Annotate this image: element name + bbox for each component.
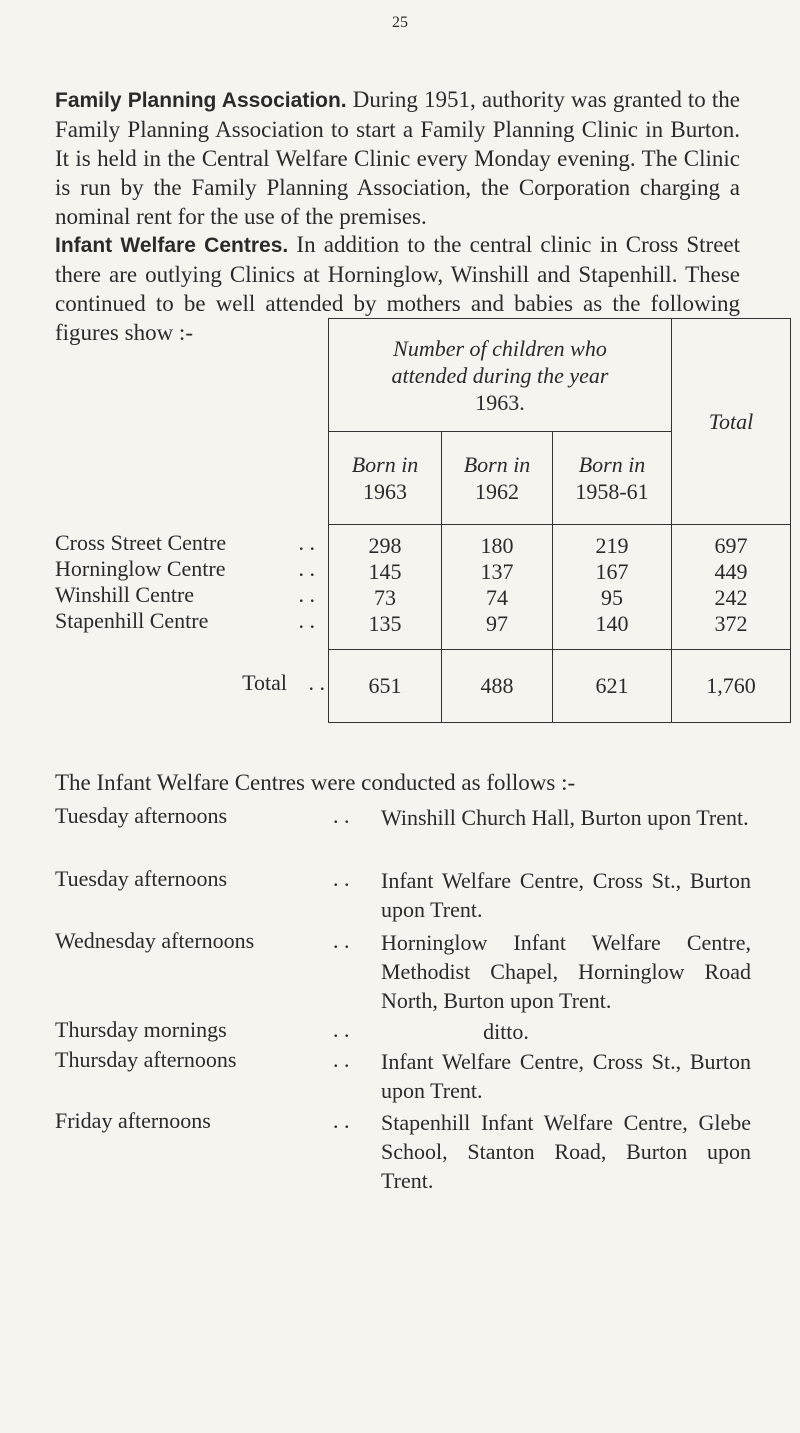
- family-planning-text: During 1951, authority was granted to the Family Planning Association to start a Family Planning Clinic in Burton. It is held in the Central Welfare Clinic every Monday evening. The Clinic is run by the Family Planning Association, the Corporation charging a nominal rent for the use of the premises.: [55, 87, 741, 229]
- table-row: 145 137 167 449: [329, 559, 791, 585]
- group-header: Number of children who attended during the year 1963.: [329, 319, 672, 432]
- attendance-table: [328, 318, 791, 723]
- table-row: 73 74 95 242: [329, 585, 791, 611]
- table-row: 135 97 140 372: [329, 611, 791, 650]
- row-label-horninglow: Horninglow Centre . .: [55, 556, 315, 581]
- row-label-winshill: Winshill Centre . .: [55, 582, 315, 607]
- schedule-intro: The Infant Welfare Centres were conducted as follows :-: [55, 770, 576, 795]
- row-label-stapenhill: Stapenhill Centre . .: [55, 608, 315, 633]
- total-row: 651 488 621 1,760: [329, 650, 791, 723]
- family-planning-paragraph: [55, 85, 740, 231]
- infant-welfare-heading: Infant Welfare Centres.: [55, 234, 289, 257]
- total-header: Total: [672, 319, 791, 525]
- row-label-total: Total . .: [242, 670, 325, 695]
- page-number: 25: [392, 14, 408, 31]
- table-row: 298 180 219 697: [329, 525, 791, 560]
- row-label-cross-street: Cross Street Centre . .: [55, 530, 315, 555]
- infant-welfare-text: In addition to the central clinic in Cross Street there are outlying Clinics at Horninglow, Winshill and Stapenhill. These continued to be well attended by mothers and babies as the following figures show :-: [55, 232, 741, 345]
- col-header-1963: Born in 1963: [329, 432, 442, 525]
- family-planning-heading: Family Planning Association.: [55, 89, 347, 112]
- col-header-1958-61: Born in 1958-61: [553, 432, 672, 525]
- col-header-1962: Born in 1962: [442, 432, 553, 525]
